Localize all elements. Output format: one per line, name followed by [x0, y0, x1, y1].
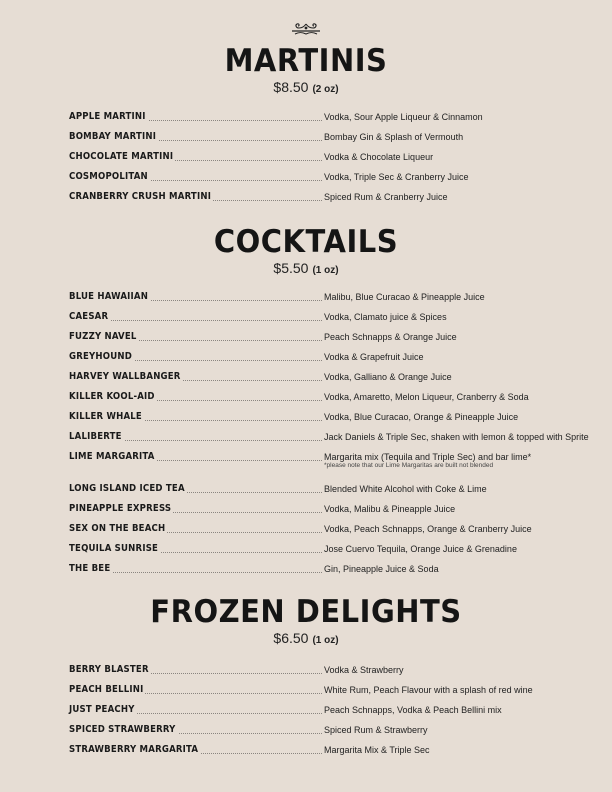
menu-item — [69, 350, 599, 364]
menu-item — [69, 663, 599, 677]
item-name: LALIBERTE — [69, 431, 122, 442]
item-description: Margarita Mix & Triple Sec — [324, 745, 430, 755]
item-name: LONG ISLAND ICED TEA — [69, 483, 185, 494]
price-line — [0, 259, 612, 280]
menu-item — [69, 502, 599, 516]
item-description: Bombay Gin & Splash of Vermouth — [324, 132, 464, 142]
item-name: PEACH BELLINI — [69, 684, 144, 695]
item-name: HARVEY WALLBANGER — [69, 371, 181, 382]
menu-item — [69, 150, 599, 164]
menu-item — [69, 370, 599, 384]
menu-item — [69, 743, 599, 757]
item-name: BOMBAY MARTINI — [69, 131, 157, 142]
menu-item — [69, 290, 599, 304]
item-description: Peach Schnapps & Orange Juice — [324, 332, 457, 342]
item-description: Vodka, Malibu & Pineapple Juice — [324, 504, 456, 514]
item-description: Vodka & Strawberry — [324, 665, 404, 675]
section-cocktails — [0, 224, 612, 280]
item-name: CAESAR — [69, 311, 109, 322]
price-line — [0, 78, 612, 99]
item-name: CRANBERRY CRUSH MARTINI — [69, 191, 212, 202]
section-martinis — [0, 43, 612, 99]
item-description: Vodka, Blue Curacao, Orange & Pineapple Juice — [324, 412, 519, 422]
menu-item — [69, 542, 599, 556]
menu-item — [69, 450, 599, 469]
item-name: CHOCOLATE MARTINI — [69, 151, 174, 162]
menu-item — [69, 482, 599, 496]
item-description: Gin, Pineapple Juice & Soda — [324, 564, 439, 574]
item-description: Margarita mix (Tequila and Triple Sec) and bar lime* — [324, 452, 532, 462]
item-name: SEX ON THE BEACH — [69, 523, 166, 534]
item-name: JUST PEACHY — [69, 704, 135, 715]
menu-item — [69, 310, 599, 324]
item-name: COSMOPOLITAN — [69, 171, 148, 182]
item-description: Blended White Alcohol with Coke & Lime — [324, 484, 487, 494]
menu-item — [69, 170, 599, 184]
section-title: FROZEN DELIGHTS — [150, 592, 462, 630]
item-name: GREYHOUND — [69, 351, 133, 362]
item-description: Vodka & Grapefruit Juice — [324, 352, 424, 362]
item-description: Spiced Rum & Cranberry Juice — [324, 192, 448, 202]
item-name: FUZZY NAVEL — [69, 331, 137, 342]
item-description: Vodka, Galliano & Orange Juice — [324, 372, 452, 382]
item-name: THE BEE — [69, 563, 111, 574]
section-title: COCKTAILS — [213, 222, 399, 260]
item-description: Vodka, Amaretto, Melon Liqueur, Cranberry & Soda — [324, 392, 529, 402]
price-line — [0, 629, 612, 650]
menu-item — [69, 390, 599, 404]
item-description: Jose Cuervo Tequila, Orange Juice & Grenadine — [324, 544, 517, 554]
item-description: Peach Schnapps, Vodka & Peach Bellini mix — [324, 705, 502, 715]
item-description: Vodka, Clamato juice & Spices — [324, 312, 447, 322]
section-title: MARTINIS — [224, 41, 388, 79]
menu-item — [69, 130, 599, 144]
item-description: Vodka, Peach Schnapps, Orange & Cranberry Juice — [324, 524, 532, 534]
pour-size: (1 oz) — [312, 265, 339, 276]
item-description: White Rum, Peach Flavour with a splash of red wine — [324, 685, 533, 695]
item-name: PINEAPPLE EXPRESS — [69, 503, 172, 514]
item-name: LIME MARGARITA — [69, 451, 155, 462]
item-name: BERRY BLASTER — [69, 664, 149, 675]
pour-size: (2 oz) — [312, 84, 339, 95]
menu-item — [69, 723, 599, 737]
item-description: Malibu, Blue Curacao & Pineapple Juice — [324, 292, 485, 302]
menu-item — [69, 683, 599, 697]
menu-item — [69, 562, 599, 576]
pour-size: (1 oz) — [312, 635, 339, 646]
menu-item — [69, 410, 599, 424]
item-description: Spiced Rum & Strawberry — [324, 725, 428, 735]
item-name: STRAWBERRY MARGARITA — [69, 744, 199, 755]
menu-item — [69, 430, 599, 444]
item-description: Jack Daniels & Triple Sec, shaken with lemon & topped with Sprite — [324, 432, 589, 442]
item-description: Vodka, Triple Sec & Cranberry Juice — [324, 172, 469, 182]
menu-item — [69, 330, 599, 344]
item-name: KILLER KOOL-AID — [69, 391, 155, 402]
item-name: BLUE HAWAIIAN — [69, 291, 149, 302]
item-description: Vodka & Chocolate Liqueur — [324, 152, 434, 162]
menu-item — [69, 110, 599, 124]
menu-item — [69, 190, 599, 204]
section-frozen-delights — [0, 594, 612, 650]
item-name: SPICED STRAWBERRY — [69, 724, 176, 735]
menu-item — [69, 703, 599, 717]
flourish-ornament-icon — [289, 22, 323, 36]
item-name: TEQUILA SUNRISE — [69, 543, 159, 554]
item-footnote: *please note that our Lime Margaritas are built not blended — [324, 462, 494, 469]
item-name: KILLER WHALE — [69, 411, 142, 422]
item-name: APPLE MARTINI — [69, 111, 146, 122]
price: $5.50 — [273, 260, 309, 276]
menu-item — [69, 522, 599, 536]
item-description: Vodka, Sour Apple Liqueur & Cinnamon — [324, 112, 483, 122]
price: $8.50 — [273, 79, 309, 95]
price: $6.50 — [273, 630, 309, 646]
